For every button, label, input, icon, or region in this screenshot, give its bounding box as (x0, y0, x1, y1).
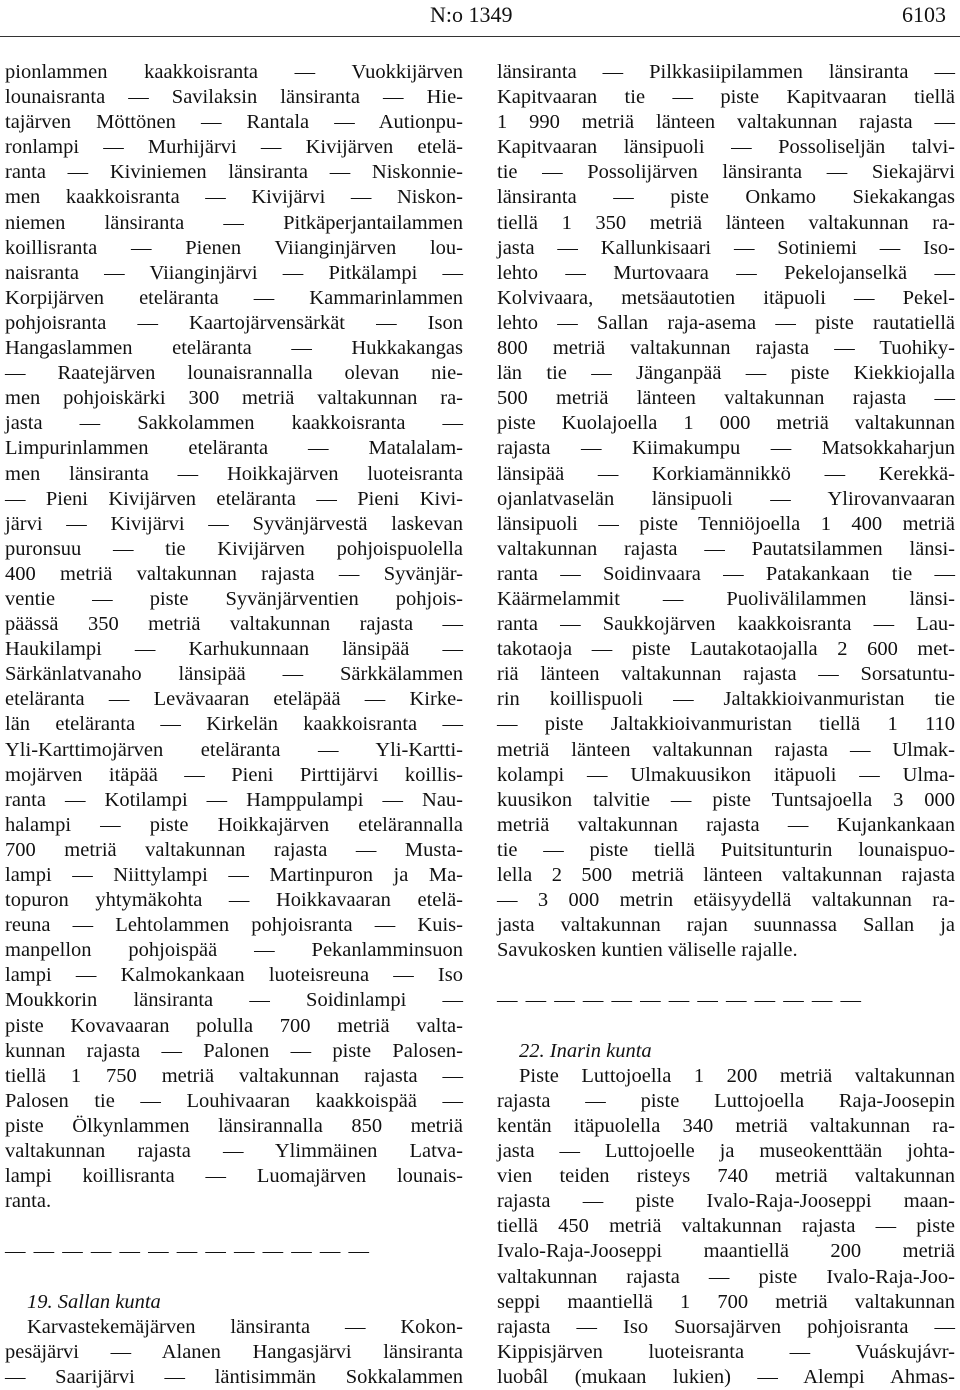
text-line: piste Kovavaaran polulla 700 metriä valta- (5, 1014, 463, 1037)
text-line: kunnan rajasta — Palonen — piste Palosen- (5, 1039, 463, 1062)
text-line: länsipää — Korkiamännikkö — Kerekkä- (497, 462, 955, 485)
text-line: manpellon pohjoispää — Pekanlamminsuon (5, 939, 463, 962)
text-line: lella 2 500 metriä länteen valtakunnan rajasta (497, 864, 955, 886)
text-line: ventie — piste Syvänjärventien pohjois- (5, 587, 463, 610)
text-line: kuusikon talvitie — piste Tuntsajoella 3 000 (497, 788, 955, 811)
text-line: jasta — Kallunkisaari — Sotiniemi — Iso- (497, 236, 955, 259)
text-line: tajärven Möttönen — Rantala — Autionpu- (5, 111, 463, 134)
text-line: 800 metriä valtakunnan rajasta — Tuohiky- (497, 337, 955, 360)
text-line: piste Ölkynlammen länsirannalla 850 metriä (5, 1114, 463, 1137)
text-line: lehto — Murtovaara — Pekelojanselkä — (497, 261, 955, 284)
text-line: kolampi — Ulmakuusikon itäpuoli — Ulma- (497, 763, 955, 786)
text-line: länsiranta — Pilkkasiipilammen länsiranta — (497, 61, 955, 83)
text-line: rajasta — piste Luttojoella Raja-Joosepin (497, 1089, 955, 1112)
text-line: lampi — Niittylampi — Martinpuron ja Ma- (5, 864, 463, 886)
text-line: rajasta — piste Ivalo-Raja-Jooseppi maan- (497, 1190, 955, 1213)
text-line: men kaakkoisranta — Kivijärvi — Niskon- (5, 186, 463, 209)
text-line: Ivalo-Raja-Jooseppi maantiellä 200 metriä (497, 1240, 955, 1263)
text-line: länsiranta — piste Onkamo Siekakangas (497, 186, 955, 209)
text-line: seppi maantiellä 1 700 metriä valtakunnan (497, 1290, 955, 1313)
text-line: jasta — Luttojoelle ja museokenttään johta- (497, 1140, 955, 1163)
text-line: kentän itäpuolella 340 metriä valtakunnan ra- (497, 1114, 955, 1137)
text-line: tiellä 1 350 metriä länteen valtakunnan ra- (497, 211, 955, 234)
page-header (0, 0, 960, 40)
header-rule (0, 36, 960, 37)
text-line: men länsiranta — Hoikkajärven luoteisranta (5, 462, 463, 485)
text-line: Särkänlatvanaho länsipää — Särkkälammen (5, 663, 463, 686)
text-line: län eteläranta — Kirkelän kaakkoisranta — (5, 713, 463, 736)
text-line: metriä valtakunnan rajasta — Kujankankaan (497, 813, 955, 836)
text-line: — Raatejärven lounaisrannalla olevan nie- (5, 362, 463, 385)
text-line: jasta valtakunnan rajan suunnassa Sallan ja (497, 914, 955, 937)
text-line: 500 metriä länteen valtakunnan rajasta — (497, 387, 955, 410)
text-line: järvi — Kivijärvi — Syvänjärvestä laskevan (5, 512, 463, 535)
text-line: ranta — Soidinvaara — Patakankaan tie — (497, 562, 955, 585)
text-line: eteläranta — Levävaaran eteläpää — Kirke- (5, 688, 463, 711)
text-line: rajasta — Iso Suorsajärven pohjoisranta — (497, 1315, 955, 1338)
text-line: vien teiden risteys 740 metriä valtakunnan (497, 1165, 955, 1188)
text-line: Yli-Karttimojärven eteläranta — Yli-Kartti- (5, 738, 463, 761)
text-line: tiellä 1 750 metriä valtakunnan rajasta — (5, 1064, 463, 1087)
text-line: länsipuoli — piste Tenniöjoella 1 400 metriä (497, 512, 955, 535)
text-line: niemen länsiranta — Pitkäperjantailammen (5, 211, 463, 234)
text-line: tiellä 450 metriä valtakunnan rajasta — piste (497, 1215, 955, 1238)
text-line: Hangaslammen eteläranta — Hukkakangas (5, 337, 463, 360)
text-line: Kippisjärven luoteisranta — Vuáskujávr- (497, 1340, 955, 1363)
text-line: Kapitvaaran tie — piste Kapitvaaran tiellä (497, 86, 955, 109)
left-paragraph-sallan (5, 1315, 463, 1390)
left-section-divider: — — — — — — — — — — — — — (5, 1240, 371, 1263)
right-paragraph-continuation (497, 60, 955, 963)
text-line: lampi — Kalmokankaan luoteisreuna — Iso (5, 964, 463, 987)
section-title-inarin-kunta: 22. Inarin kunta (519, 1039, 652, 1062)
text-line: topuron yhtymäkohta — Hoikkavaaran etelä- (5, 889, 463, 912)
text-line: Korpijärven eteläranta — Kammarinlammen (5, 286, 463, 309)
text-line: ojanlatvaselän länsipuoli — Ylirovanvaaran (497, 487, 955, 510)
text-line: lounaisranta — Savilaksin länsiranta — Hie- (5, 86, 463, 109)
text-line: 700 metriä valtakunnan rajasta — Musta- (5, 838, 463, 861)
text-line: Limpurinlammen eteläranta — Matalalam- (5, 437, 463, 460)
text-line: lehto — Sallan raja-asema — piste rautatiellä (497, 311, 955, 334)
right-column (497, 60, 955, 1390)
text-line: 400 metriä valtakunnan rajasta — Syvänjär- (5, 562, 463, 585)
right-gap-2 (497, 1014, 955, 1039)
left-column (5, 60, 463, 1390)
text-line: rajasta — Kiimakumpu — Matsokkaharjun (497, 437, 955, 460)
text-line: Palosen tie — Louhivaaran kaakkoispää — (5, 1089, 463, 1112)
text-line: Karvastekemäjärven länsiranta — Kokon- (27, 1315, 463, 1338)
text-line: Moukkorin länsiranta — Soidinlampi — (5, 989, 463, 1012)
right-paragraph-inarin (497, 1064, 955, 1390)
text-line: tie — piste tiellä Puitsitunturin lounaispuo- (497, 838, 955, 861)
text-line: riä länteen valtakunnan rajasta — Sorsatuntu- (497, 663, 955, 686)
text-line: ranta — Saukkojärven kaakkoisranta — Lau- (497, 613, 955, 636)
text-line: Kolvivaara, metsäautotien itäpuoli — Pekel- (497, 286, 955, 309)
section-title-sallan-kunta: 19. Sallan kunta (27, 1290, 161, 1313)
left-paragraph-continuation (5, 60, 463, 1214)
text-line: Savukosken kuntien väliselle rajalle. (497, 939, 798, 962)
text-line: pesäjärvi — Alanen Hangasjärvi länsiranta (5, 1340, 463, 1363)
text-line: ronlampi — Murhijärvi — Kivijärven etelä- (5, 136, 463, 159)
text-line: ranta — Kotilampi — Hamppulampi — Nau- (5, 788, 463, 811)
text-line: 1 990 metriä länteen valtakunnan rajasta — (497, 111, 955, 134)
text-line: men pohjoiskärki 300 metriä valtakunnan ra- (5, 387, 463, 410)
text-line: koillisranta — Pienen Viianginjärven lou- (5, 236, 463, 259)
page-number: 6103 (902, 2, 946, 27)
text-line: päässä 350 metriä valtakunnan rajasta — (5, 613, 463, 636)
document-number: N:o 1349 (430, 2, 513, 27)
text-line: takotaoja — piste Lautakotaojalla 2 600 met- (497, 638, 955, 661)
text-line: lampi koillisranta — Luomajärven lounais- (5, 1165, 463, 1188)
text-line: luobâl (mukaan lukien) — Alempi Ahmas- (497, 1365, 955, 1388)
text-line: ranta. (5, 1190, 52, 1213)
text-line: puronsuu — tie Kivijärven pohjoispuolella (5, 537, 463, 560)
right-section-divider: — — — — — — — — — — — — — (497, 989, 863, 1012)
text-line: valtakunnan rajasta — Ylimmäinen Latva- (5, 1140, 463, 1163)
text-line: Käärmelammit — Puolivälilammen länsi- (497, 587, 955, 610)
text-line: naisranta — Viianginjärvi — Pitkälampi — (5, 261, 463, 284)
text-line: pionlammen kaakkoisranta — Vuokkijärven (5, 61, 463, 83)
text-line: ranta — Kiviniemen länsiranta — Niskonnie- (5, 161, 463, 184)
left-gap-2 (5, 1265, 463, 1290)
text-line: valtakunnan rajasta — piste Ivalo-Raja-Joo- (497, 1265, 955, 1288)
text-line: mojärven itäpää — Pieni Pirttijärvi koillis- (5, 763, 463, 786)
text-line: pohjoisranta — Kaartojärvensärkät — Ison (5, 311, 463, 334)
text-line: — 3 000 metrin etäisyydellä valtakunnan ra- (497, 889, 955, 912)
text-line: rin koillispuoli — Jaltakkioivanmuristan tie (497, 688, 955, 711)
text-line: Kapitvaaran länsipuoli — Possoliseljän talvi- (497, 136, 955, 159)
text-line: — piste Jaltakkioivanmuristan tiellä 1 110 (497, 713, 955, 736)
text-line: valtakunnan rajasta — Pautatsilammen länsi- (497, 537, 955, 560)
text-line: piste Kuolajoella 1 000 metriä valtakunnan (497, 412, 955, 435)
text-line: län tie — Jänganpää — piste Kiekkiojalla (497, 362, 955, 385)
text-line: reuna — Lehtolammen pohjoisranta — Kuis- (5, 914, 463, 937)
text-line: Haukilampi — Karhukunnaan länsipää — (5, 638, 463, 661)
left-gap-1 (5, 1214, 463, 1239)
text-line: — Pieni Kivijärven eteläranta — Pieni Kivi- (5, 487, 463, 510)
text-line: jasta — Sakkolammen kaakkoisranta — (5, 412, 463, 435)
text-line: halampi — piste Hoikkajärven etelärannalla (5, 813, 463, 836)
text-line: tie — Possolijärven länsiranta — Siekajärvi (497, 161, 955, 184)
text-line: metriä länteen valtakunnan rajasta — Ulmak- (497, 738, 955, 761)
right-gap-1 (497, 963, 955, 988)
text-line: — Saarijärvi — läntisimmän Sokkalammen (5, 1365, 463, 1388)
text-line: Piste Luttojoella 1 200 metriä valtakunnan (519, 1064, 955, 1087)
